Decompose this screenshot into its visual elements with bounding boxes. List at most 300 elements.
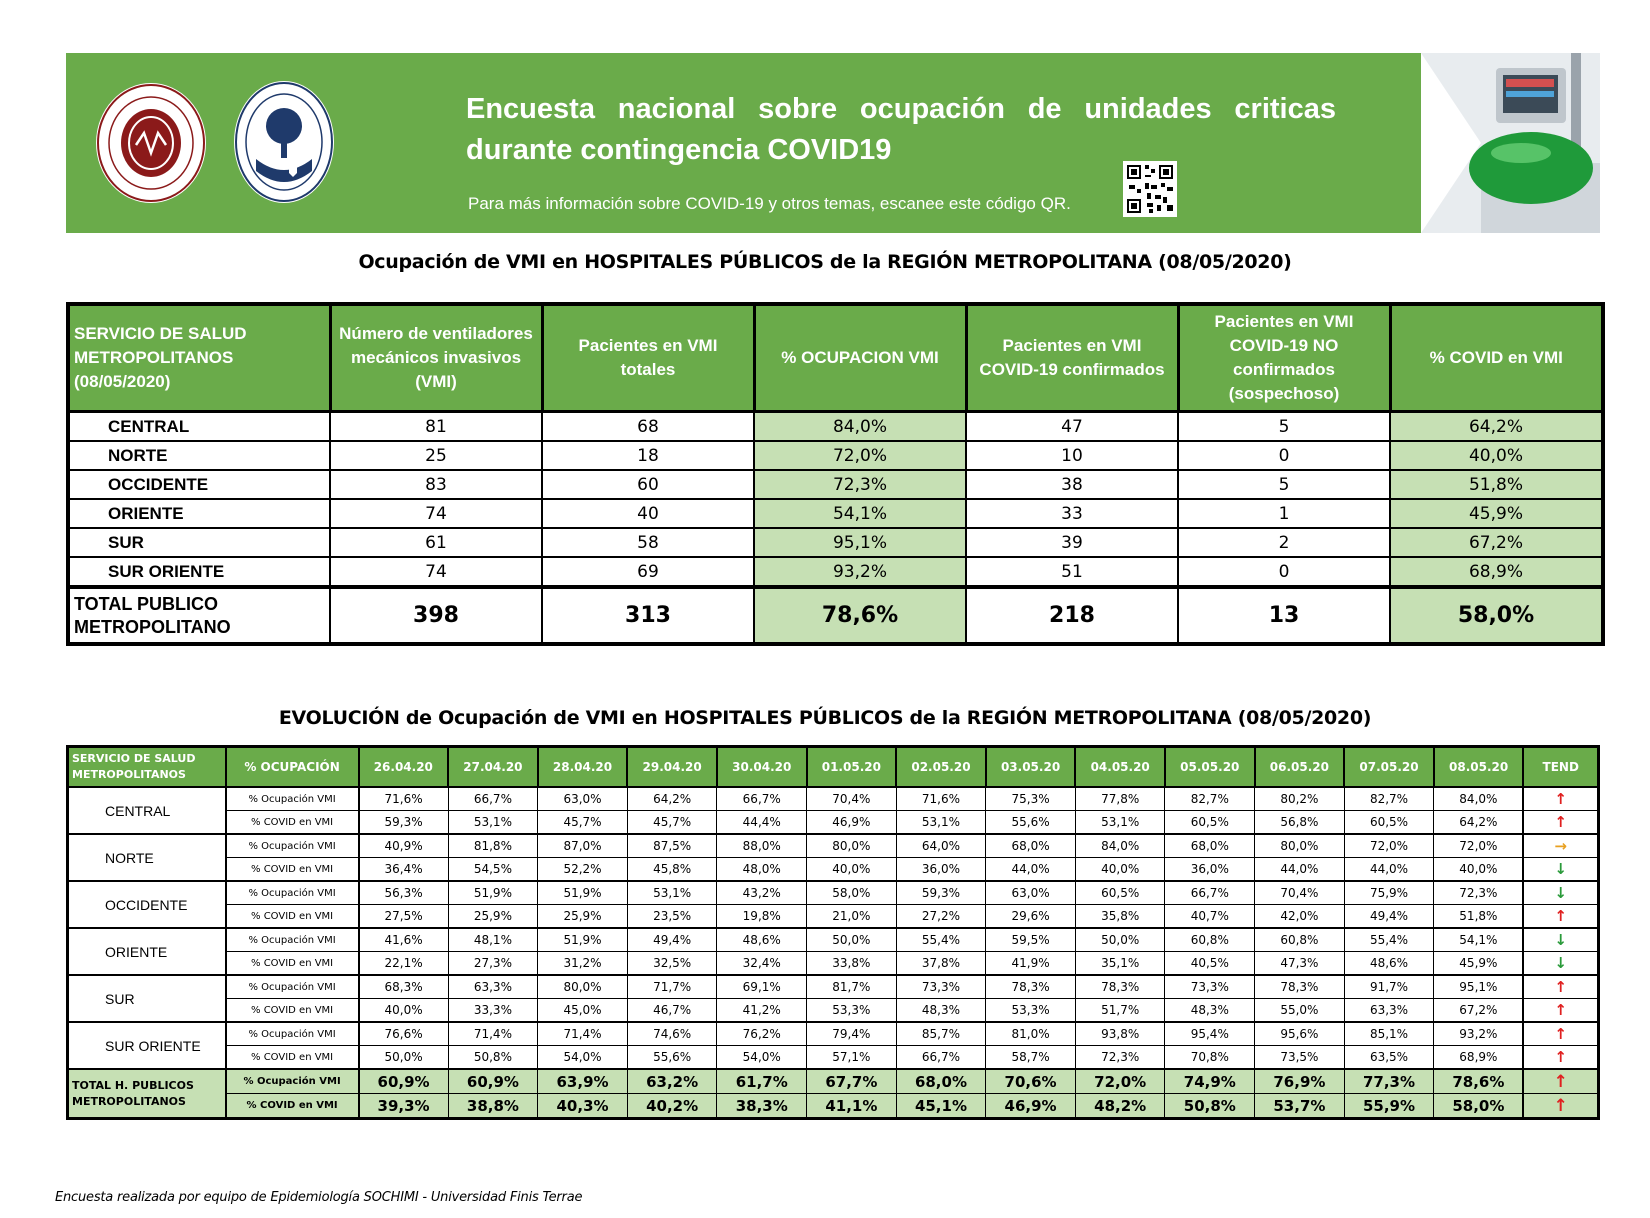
value-cell: 70,6% (986, 1069, 1076, 1094)
table-cell: 51 (966, 557, 1178, 587)
value-cell: 48,3% (1165, 999, 1255, 1023)
table-cell: 81 (330, 412, 542, 442)
value-cell: 44,4% (717, 811, 807, 835)
value-cell: 63,0% (986, 881, 1076, 905)
metric-label: % Ocupación VMI (226, 1022, 359, 1046)
trend-up-icon: ↑ (1554, 907, 1567, 925)
value-cell: 67,2% (1434, 999, 1524, 1023)
value-cell: 27,2% (896, 905, 986, 929)
table-row (68, 470, 1603, 499)
value-cell: 48,1% (448, 928, 538, 952)
value-cell: 52,2% (538, 858, 628, 882)
column-header: Pacientes en VMI totales (542, 304, 754, 412)
metric-label: % Ocupación VMI (226, 1069, 359, 1094)
metric-label: % COVID en VMI (226, 858, 359, 882)
value-cell: 54,0% (538, 1046, 628, 1070)
value-cell: 87,5% (627, 834, 717, 858)
value-cell: 59,3% (896, 881, 986, 905)
value-cell: 32,5% (627, 952, 717, 976)
value-cell: 95,4% (1165, 1022, 1255, 1046)
value-cell: 55,4% (1344, 928, 1434, 952)
table1-title: Ocupación de VMI en HOSPITALES PÚBLICOS de la REGIÓN METROPOLITANA (08/05/2020) (358, 251, 1292, 273)
service-name: SUR (68, 975, 226, 1022)
trend-flat-icon: → (1554, 837, 1567, 855)
table-cell: 61 (330, 528, 542, 557)
value-cell: 78,6% (1434, 1069, 1524, 1094)
date-header: 05.05.20 (1165, 747, 1255, 788)
value-cell: 51,9% (448, 881, 538, 905)
value-cell: 48,3% (896, 999, 986, 1023)
table-cell: 69 (542, 557, 754, 587)
value-cell: 73,5% (1255, 1046, 1345, 1070)
table-row (68, 928, 1599, 952)
value-cell: 50,0% (1075, 928, 1165, 952)
value-cell: 75,3% (986, 787, 1076, 811)
total-row (68, 587, 1603, 644)
metric-label: % COVID en VMI (226, 952, 359, 976)
service-name: ORIENTE (68, 499, 330, 528)
value-cell: 76,9% (1255, 1069, 1345, 1094)
total-cell: 58,0% (1390, 587, 1603, 644)
value-cell: 38,3% (717, 1094, 807, 1119)
table-header-row (68, 304, 1603, 412)
value-cell: 74,6% (627, 1022, 717, 1046)
value-cell: 45,9% (1434, 952, 1524, 976)
value-cell: 91,7% (1344, 975, 1434, 999)
table-cell: 47 (966, 412, 1178, 442)
value-cell: 72,3% (1075, 1046, 1165, 1070)
value-cell: 48,6% (717, 928, 807, 952)
table-cell: 58 (542, 528, 754, 557)
value-cell: 41,9% (986, 952, 1076, 976)
table-cell: 40 (542, 499, 754, 528)
value-cell: 63,5% (1344, 1046, 1434, 1070)
value-cell: 63,9% (538, 1069, 628, 1094)
metric-label: % Ocupación VMI (226, 928, 359, 952)
total-cell: 398 (330, 587, 542, 644)
value-cell: 55,0% (1255, 999, 1345, 1023)
trend-header: TEND (1523, 747, 1598, 788)
table-row (68, 999, 1599, 1023)
table-row (68, 952, 1599, 976)
value-cell: 66,7% (896, 1046, 986, 1070)
service-name: ORIENTE (68, 928, 226, 975)
value-cell: 53,1% (448, 811, 538, 835)
table-cell: 93,2% (754, 557, 966, 587)
value-cell: 53,1% (627, 881, 717, 905)
trend-down-icon: ↓ (1554, 884, 1567, 902)
value-cell: 27,5% (359, 905, 449, 929)
evolution-table (66, 745, 1600, 1120)
table-cell: 1 (1178, 499, 1390, 528)
value-cell: 48,6% (1344, 952, 1434, 976)
table-row (68, 499, 1603, 528)
value-cell: 76,2% (717, 1022, 807, 1046)
occupancy-table (66, 302, 1605, 646)
column-header: % OCUPACION VMI (754, 304, 966, 412)
service-name: SUR (68, 528, 330, 557)
trend-cell (1523, 1069, 1598, 1094)
trend-cell (1523, 834, 1598, 858)
value-cell: 56,3% (359, 881, 449, 905)
value-cell: 80,0% (807, 834, 897, 858)
value-cell: 84,0% (1075, 834, 1165, 858)
table-row (68, 834, 1599, 858)
ventilator-photo (1421, 53, 1600, 233)
value-cell: 50,0% (807, 928, 897, 952)
value-cell: 46,9% (986, 1094, 1076, 1119)
value-cell: 74,9% (1165, 1069, 1255, 1094)
total-cell: 78,6% (754, 587, 966, 644)
value-cell: 40,3% (538, 1094, 628, 1119)
date-header: 01.05.20 (807, 747, 897, 788)
value-cell: 55,6% (986, 811, 1076, 835)
trend-cell (1523, 999, 1598, 1023)
table-cell: 2 (1178, 528, 1390, 557)
value-cell: 77,8% (1075, 787, 1165, 811)
column-header: % COVID en VMI (1390, 304, 1603, 412)
trend-up-icon: ↑ (1554, 813, 1567, 831)
value-cell: 40,7% (1165, 905, 1255, 929)
value-cell: 80,2% (1255, 787, 1345, 811)
total-row (68, 1069, 1599, 1094)
table-cell: 60 (542, 470, 754, 499)
value-cell: 60,8% (1255, 928, 1345, 952)
value-cell: 45,8% (627, 858, 717, 882)
metric-label: % COVID en VMI (226, 905, 359, 929)
table-row (68, 905, 1599, 929)
table-row (68, 858, 1599, 882)
service-name: CENTRAL (68, 412, 330, 442)
total-cell: 13 (1178, 587, 1390, 644)
value-cell: 87,0% (538, 834, 628, 858)
value-cell: 85,1% (1344, 1022, 1434, 1046)
value-cell: 47,3% (1255, 952, 1345, 976)
qr-code-icon[interactable] (1123, 161, 1177, 217)
value-cell: 53,7% (1255, 1094, 1345, 1119)
value-cell: 53,3% (986, 999, 1076, 1023)
metric-label: % COVID en VMI (226, 1046, 359, 1070)
value-cell: 55,6% (627, 1046, 717, 1070)
date-header: 04.05.20 (1075, 747, 1165, 788)
value-cell: 44,0% (986, 858, 1076, 882)
trend-cell (1523, 1022, 1598, 1046)
value-cell: 45,7% (627, 811, 717, 835)
value-cell: 71,4% (448, 1022, 538, 1046)
value-cell: 78,3% (1075, 975, 1165, 999)
value-cell: 53,3% (807, 999, 897, 1023)
table-cell: 84,0% (754, 412, 966, 442)
value-cell: 48,2% (1075, 1094, 1165, 1119)
table-cell: 64,2% (1390, 412, 1603, 442)
value-cell: 66,7% (448, 787, 538, 811)
value-cell: 57,1% (807, 1046, 897, 1070)
date-header: 08.05.20 (1434, 747, 1524, 788)
value-cell: 25,9% (448, 905, 538, 929)
table-cell: 39 (966, 528, 1178, 557)
value-cell: 68,0% (896, 1069, 986, 1094)
value-cell: 46,7% (627, 999, 717, 1023)
value-cell: 32,4% (717, 952, 807, 976)
table-cell: 51,8% (1390, 470, 1603, 499)
value-cell: 73,3% (896, 975, 986, 999)
header-banner (66, 53, 1600, 233)
value-cell: 54,1% (1434, 928, 1524, 952)
value-cell: 54,5% (448, 858, 538, 882)
table-header-row (68, 747, 1599, 788)
value-cell: 66,7% (1165, 881, 1255, 905)
value-cell: 51,8% (1434, 905, 1524, 929)
table-row (68, 787, 1599, 811)
value-cell: 85,7% (896, 1022, 986, 1046)
table-cell: 68 (542, 412, 754, 442)
trend-cell (1523, 905, 1598, 929)
value-cell: 42,0% (1255, 905, 1345, 929)
trend-cell (1523, 811, 1598, 835)
date-header: 26.04.20 (359, 747, 449, 788)
value-cell: 56,8% (1255, 811, 1345, 835)
metric-label: % Ocupación VMI (226, 881, 359, 905)
table-row (68, 1046, 1599, 1070)
value-cell: 70,4% (807, 787, 897, 811)
value-cell: 71,7% (627, 975, 717, 999)
value-cell: 63,0% (538, 787, 628, 811)
table-cell: 54,1% (754, 499, 966, 528)
column-header: SERVICIO DE SALUD METROPOLITANOS (68, 747, 226, 788)
value-cell: 71,4% (538, 1022, 628, 1046)
table-cell: 83 (330, 470, 542, 499)
value-cell: 81,0% (986, 1022, 1076, 1046)
metric-label: % COVID en VMI (226, 811, 359, 835)
value-cell: 72,0% (1075, 1069, 1165, 1094)
trend-up-icon: ↑ (1553, 1095, 1568, 1116)
value-cell: 40,0% (359, 999, 449, 1023)
value-cell: 76,6% (359, 1022, 449, 1046)
value-cell: 95,6% (1255, 1022, 1345, 1046)
value-cell: 64,0% (896, 834, 986, 858)
value-cell: 93,2% (1434, 1022, 1524, 1046)
table-cell: 38 (966, 470, 1178, 499)
metric-label: % Ocupación VMI (226, 834, 359, 858)
service-name: OCCIDENTE (68, 881, 226, 928)
value-cell: 81,7% (807, 975, 897, 999)
value-cell: 55,4% (896, 928, 986, 952)
column-header: Pacientes en VMI COVID-19 NO confirmados (sospechoso) (1178, 304, 1390, 412)
value-cell: 66,7% (717, 787, 807, 811)
table-cell: 0 (1178, 441, 1390, 470)
value-cell: 50,0% (359, 1046, 449, 1070)
value-cell: 40,0% (1434, 858, 1524, 882)
total-cell: 218 (966, 587, 1178, 644)
value-cell: 38,8% (448, 1094, 538, 1119)
value-cell: 64,2% (627, 787, 717, 811)
table-cell: 25 (330, 441, 542, 470)
value-cell: 33,8% (807, 952, 897, 976)
value-cell: 33,3% (448, 999, 538, 1023)
value-cell: 70,8% (1165, 1046, 1255, 1070)
trend-up-icon: ↑ (1554, 978, 1567, 996)
value-cell: 22,1% (359, 952, 449, 976)
value-cell: 60,8% (1165, 928, 1255, 952)
value-cell: 43,2% (717, 881, 807, 905)
metric-label: % COVID en VMI (226, 999, 359, 1023)
table-row (68, 1022, 1599, 1046)
table-cell: 5 (1178, 412, 1390, 442)
trend-up-icon: ↑ (1553, 1071, 1568, 1092)
table-row (68, 975, 1599, 999)
metric-label: % Ocupación VMI (226, 787, 359, 811)
value-cell: 53,1% (1075, 811, 1165, 835)
banner-title: Encuesta nacional sobre ocupación de unidades criticas durante contingencia COVID19 (466, 93, 1336, 166)
value-cell: 31,2% (538, 952, 628, 976)
value-cell: 48,0% (717, 858, 807, 882)
value-cell: 72,0% (1434, 834, 1524, 858)
date-header: 28.04.20 (538, 747, 628, 788)
trend-up-icon: ↑ (1554, 1048, 1567, 1066)
value-cell: 58,7% (986, 1046, 1076, 1070)
column-header: Número de ventiladores mecánicos invasivos (VMI) (330, 304, 542, 412)
service-name: SUR ORIENTE (68, 557, 330, 587)
value-cell: 80,0% (1255, 834, 1345, 858)
value-cell: 84,0% (1434, 787, 1524, 811)
trend-up-icon: ↑ (1554, 1025, 1567, 1043)
service-name: NORTE (68, 441, 330, 470)
finis-terrae-logo (234, 81, 334, 203)
total-row (68, 1094, 1599, 1119)
trend-cell (1523, 881, 1598, 905)
table-cell: 72,3% (754, 470, 966, 499)
value-cell: 40,5% (1165, 952, 1255, 976)
value-cell: 44,0% (1344, 858, 1434, 882)
table-cell: 33 (966, 499, 1178, 528)
table2-title: EVOLUCIÓN de Ocupación de VMI en HOSPITALES PÚBLICOS de la REGIÓN METROPOLITANA (08/05/2020) (278, 707, 1372, 729)
value-cell: 60,5% (1075, 881, 1165, 905)
value-cell: 63,2% (627, 1069, 717, 1094)
value-cell: 44,0% (1255, 858, 1345, 882)
value-cell: 49,4% (1344, 905, 1434, 929)
total-cell: 313 (542, 587, 754, 644)
value-cell: 51,9% (538, 881, 628, 905)
trend-cell (1523, 858, 1598, 882)
value-cell: 41,1% (807, 1094, 897, 1119)
trend-up-icon: ↑ (1554, 1001, 1567, 1019)
value-cell: 61,7% (717, 1069, 807, 1094)
table-cell: 40,0% (1390, 441, 1603, 470)
value-cell: 82,7% (1165, 787, 1255, 811)
metric-label: % Ocupación VMI (226, 975, 359, 999)
table-cell: 72,0% (754, 441, 966, 470)
value-cell: 79,4% (807, 1022, 897, 1046)
table-cell: 45,9% (1390, 499, 1603, 528)
date-header: 29.04.20 (627, 747, 717, 788)
value-cell: 71,6% (359, 787, 449, 811)
value-cell: 27,3% (448, 952, 538, 976)
value-cell: 40,9% (359, 834, 449, 858)
value-cell: 40,0% (1075, 858, 1165, 882)
value-cell: 53,1% (896, 811, 986, 835)
trend-cell (1523, 975, 1598, 999)
trend-cell (1523, 1094, 1598, 1119)
footer-credit: Encuesta realizada por equipo de Epidemiología SOCHIMI - Universidad Finis Terrae (55, 1190, 583, 1205)
service-name: CENTRAL (68, 787, 226, 834)
banner-qr-note: Para más información sobre COVID-19 y otros temas, escanee este código QR. (468, 194, 1071, 213)
date-header: 27.04.20 (448, 747, 538, 788)
value-cell: 51,7% (1075, 999, 1165, 1023)
value-cell: 78,3% (986, 975, 1076, 999)
table-cell: 5 (1178, 470, 1390, 499)
value-cell: 49,4% (627, 928, 717, 952)
service-name: SUR ORIENTE (68, 1022, 226, 1069)
table-cell: 18 (542, 441, 754, 470)
value-cell: 93,8% (1075, 1022, 1165, 1046)
metric-label: % COVID en VMI (226, 1094, 359, 1119)
value-cell: 40,0% (807, 858, 897, 882)
value-cell: 68,3% (359, 975, 449, 999)
trend-down-icon: ↓ (1554, 931, 1567, 949)
value-cell: 70,4% (1255, 881, 1345, 905)
table-cell: 74 (330, 499, 542, 528)
value-cell: 59,5% (986, 928, 1076, 952)
date-header: 03.05.20 (986, 747, 1076, 788)
table-row (68, 528, 1603, 557)
service-name: OCCIDENTE (68, 470, 330, 499)
value-cell: 75,9% (1344, 881, 1434, 905)
trend-cell (1523, 928, 1598, 952)
total-label: TOTAL PUBLICO METROPOLITANO (68, 587, 330, 644)
value-cell: 55,9% (1344, 1094, 1434, 1119)
value-cell: 21,0% (807, 905, 897, 929)
value-cell: 64,2% (1434, 811, 1524, 835)
value-cell: 60,9% (359, 1069, 449, 1094)
value-cell: 41,6% (359, 928, 449, 952)
date-header: 30.04.20 (717, 747, 807, 788)
table-row (68, 557, 1603, 587)
value-cell: 54,0% (717, 1046, 807, 1070)
value-cell: 36,0% (1165, 858, 1255, 882)
value-cell: 45,0% (538, 999, 628, 1023)
value-cell: 29,6% (986, 905, 1076, 929)
value-cell: 68,0% (986, 834, 1076, 858)
table-cell: 0 (1178, 557, 1390, 587)
value-cell: 50,8% (1165, 1094, 1255, 1119)
value-cell: 60,9% (448, 1069, 538, 1094)
value-cell: 23,5% (627, 905, 717, 929)
table-cell: 68,9% (1390, 557, 1603, 587)
value-cell: 71,6% (896, 787, 986, 811)
value-cell: 35,8% (1075, 905, 1165, 929)
value-cell: 77,3% (1344, 1069, 1434, 1094)
table-cell: 95,1% (754, 528, 966, 557)
date-header: 07.05.20 (1344, 747, 1434, 788)
date-header: 06.05.20 (1255, 747, 1345, 788)
value-cell: 88,0% (717, 834, 807, 858)
date-header: 02.05.20 (896, 747, 986, 788)
table-row (68, 881, 1599, 905)
value-cell: 81,8% (448, 834, 538, 858)
column-header: SERVICIO DE SALUD METROPOLITANOS (08/05/2020) (68, 304, 330, 412)
total-label: TOTAL H. PUBLICOS METROPOLITANOS (68, 1069, 226, 1119)
value-cell: 69,1% (717, 975, 807, 999)
value-cell: 36,0% (896, 858, 986, 882)
table-cell: 67,2% (1390, 528, 1603, 557)
value-cell: 45,1% (896, 1094, 986, 1119)
value-cell: 39,3% (359, 1094, 449, 1119)
value-cell: 67,7% (807, 1069, 897, 1094)
value-cell: 82,7% (1344, 787, 1434, 811)
value-cell: 35,1% (1075, 952, 1165, 976)
column-header: % OCUPACIÓN (226, 747, 359, 788)
value-cell: 63,3% (1344, 999, 1434, 1023)
